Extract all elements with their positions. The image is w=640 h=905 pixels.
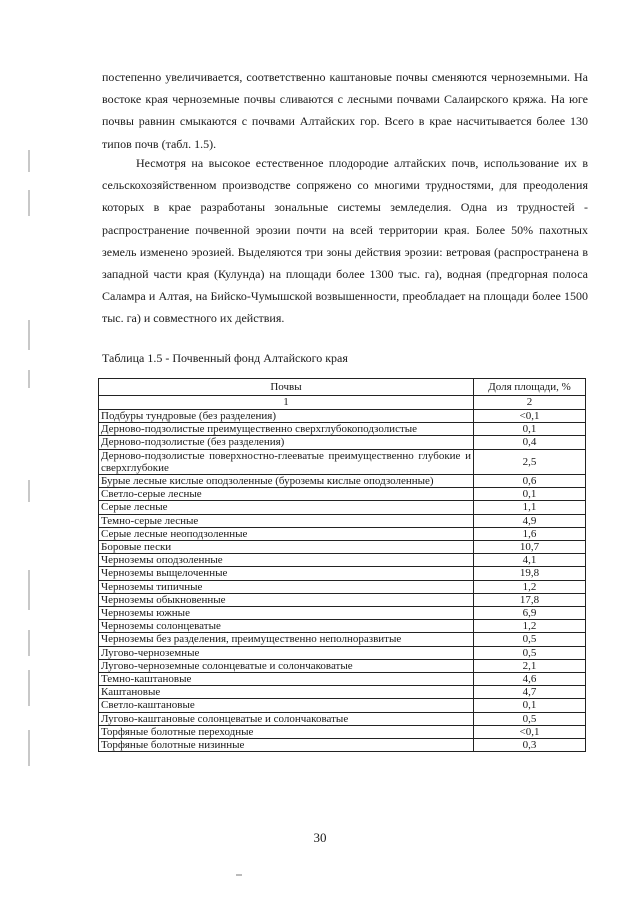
table-row (99, 659, 586, 672)
soil-type-cell: Подбуры тундровые (без разделения) (99, 410, 474, 423)
area-share-cell: <0,1 (474, 410, 586, 423)
table-row (99, 527, 586, 540)
soil-type-cell: Бурые лесные кислые оподзоленные (буроземы кислые оподзоленные) (99, 475, 474, 488)
area-share-cell: 1,1 (474, 501, 586, 514)
soil-type-cell: Черноземы выщелоченные (99, 567, 474, 580)
table-column-number-row (99, 396, 586, 410)
soil-type-cell: Боровые пески (99, 541, 474, 554)
area-share-cell: 4,6 (474, 673, 586, 686)
soil-type-cell: Черноземы солонцеватые (99, 620, 474, 633)
table-row (99, 739, 586, 752)
column-number: 1 (99, 396, 474, 410)
table-row (99, 449, 586, 474)
table-header-row (99, 379, 586, 396)
area-share-cell: <0,1 (474, 725, 586, 738)
soil-type-cell: Серые лесные неоподзоленные (99, 527, 474, 540)
paragraph: постепенно увеличивается, соответственно каштановые почвы сменяются черноземными. На востоке края черноземные почвы сливаются с лесными почвами Салаирского кряжа. На юге почвы равнин смыкаются с почвами Алтайских гор. Всего в крае насчитывается более 130 типов почв (табл. 1.5). (102, 70, 588, 151)
table-row (99, 580, 586, 593)
table-row (99, 686, 586, 699)
scan-mark (236, 874, 242, 876)
soil-type-cell: Черноземы обыкновенные (99, 593, 474, 606)
column-header-share: Доля площади, % (474, 379, 586, 396)
soil-type-cell: Черноземы без разделения, преимущественно неполноразвитые (99, 633, 474, 646)
soil-type-cell: Лугово-черноземные солонцеватые и солончаковатые (99, 659, 474, 672)
table-row (99, 554, 586, 567)
column-header-soils: Почвы (99, 379, 474, 396)
area-share-cell: 0,1 (474, 423, 586, 436)
soil-type-cell: Светло-каштановые (99, 699, 474, 712)
area-share-cell: 4,7 (474, 686, 586, 699)
soil-type-cell: Темно-каштановые (99, 673, 474, 686)
area-share-cell: 0,5 (474, 646, 586, 659)
table-row (99, 725, 586, 738)
area-share-cell: 1,2 (474, 620, 586, 633)
area-share-cell: 0,5 (474, 712, 586, 725)
column-number: 2 (474, 396, 586, 410)
table-row (99, 567, 586, 580)
table-row (99, 541, 586, 554)
table-caption: Таблица 1.5 - Почвенный фонд Алтайского края (102, 351, 348, 365)
area-share-cell: 10,7 (474, 541, 586, 554)
page-number: 30 (313, 830, 327, 845)
table-row (99, 620, 586, 633)
table-body (99, 410, 586, 752)
area-share-cell: 4,1 (474, 554, 586, 567)
table-row (99, 501, 586, 514)
soil-type-cell: Лугово-каштановые солонцеватые и солончаковатые (99, 712, 474, 725)
area-share-cell: 0,5 (474, 633, 586, 646)
area-share-cell: 4,9 (474, 514, 586, 527)
area-share-cell: 1,6 (474, 527, 586, 540)
soil-type-cell: Черноземы типичные (99, 580, 474, 593)
binding-margin-marks (20, 150, 40, 790)
table-row (99, 712, 586, 725)
soil-type-cell: Дерново-подзолистые поверхностно-глееватые преимущественно глубокие и сверхглубокие (99, 449, 474, 474)
table-row (99, 488, 586, 501)
table-row (99, 699, 586, 712)
table-row (99, 436, 586, 449)
table-row (99, 423, 586, 436)
paragraph: Несмотря на высокое естественное плодородие алтайских почв, использование их в сельскохозяйственном производстве сопряжено со многими трудностями, для преодоления которых в крае разработаны зональные системы земледелия. Одна из трудностей - распространение почвенной эрозии почти на всей территории края. Более 50% пахотных земель изменено эрозией. Выделяются три зоны действия эрозии: ветровая (распространена в западной части края (Кулунда) на площади более 1300 тыс. га), водная (предгорная полоса Саламра и Алтая, на Бийско-Чумышской возвышенности, преобладает на площади более 1500 тыс. га) и совместного их действия. (102, 156, 588, 326)
soil-fund-table (98, 378, 586, 752)
table-row (99, 607, 586, 620)
soil-type-cell: Каштановые (99, 686, 474, 699)
soil-type-cell: Торфяные болотные низинные (99, 739, 474, 752)
soil-type-cell: Светло-серые лесные (99, 488, 474, 501)
area-share-cell: 0,1 (474, 699, 586, 712)
area-share-cell: 0,4 (474, 436, 586, 449)
area-share-cell: 0,3 (474, 739, 586, 752)
table-row (99, 475, 586, 488)
table-row (99, 593, 586, 606)
area-share-cell: 17,8 (474, 593, 586, 606)
soil-type-cell: Дерново-подзолистые (без разделения) (99, 436, 474, 449)
table-row (99, 410, 586, 423)
soil-type-cell: Темно-серые лесные (99, 514, 474, 527)
soil-type-cell: Черноземы южные (99, 607, 474, 620)
area-share-cell: 0,1 (474, 488, 586, 501)
soil-type-cell: Серые лесные (99, 501, 474, 514)
table-row (99, 673, 586, 686)
soil-type-cell: Черноземы оподзоленные (99, 554, 474, 567)
area-share-cell: 0,6 (474, 475, 586, 488)
table-row (99, 514, 586, 527)
area-share-cell: 2,5 (474, 449, 586, 474)
area-share-cell: 19,8 (474, 567, 586, 580)
soil-type-cell: Лугово-черноземные (99, 646, 474, 659)
table-row (99, 646, 586, 659)
table-row (99, 633, 586, 646)
area-share-cell: 6,9 (474, 607, 586, 620)
soil-type-cell: Торфяные болотные переходные (99, 725, 474, 738)
soil-type-cell: Дерново-подзолистые преимущественно сверхглубокоподзолистые (99, 423, 474, 436)
area-share-cell: 1,2 (474, 580, 586, 593)
area-share-cell: 2,1 (474, 659, 586, 672)
